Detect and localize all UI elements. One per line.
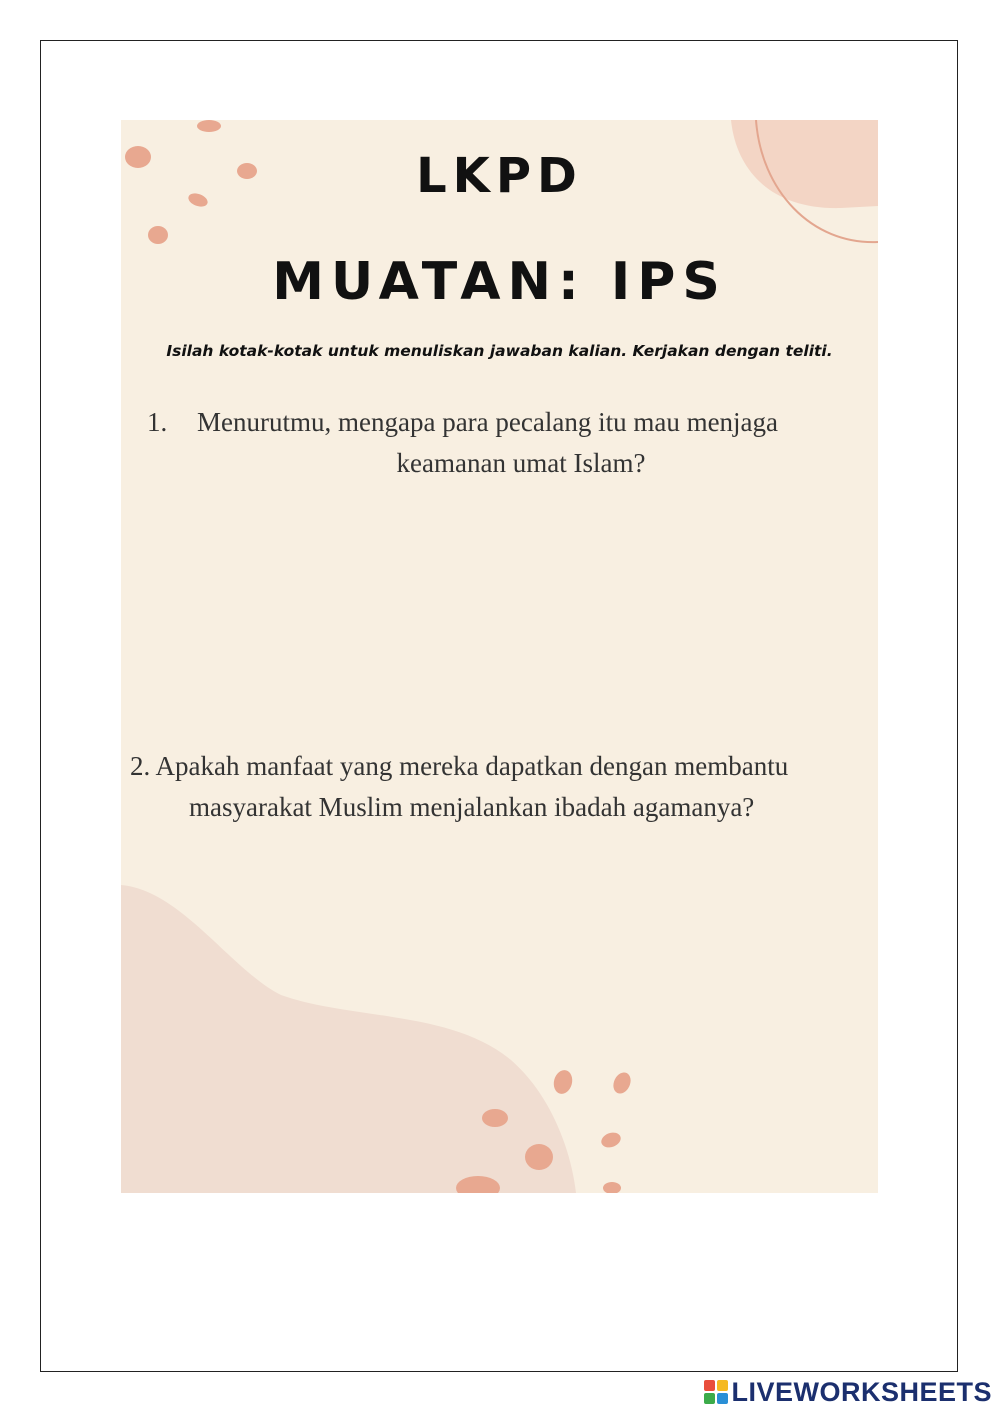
subject-heading: MUATAN: IPS [272,252,727,312]
instruction-text: Isilah kotak-kotak untuk menuliskan jawaban kalian. Kerjakan dengan teliti. [166,342,833,360]
worksheet-card [121,120,878,1193]
question-2-text-line2: masyarakat Muslim menjalankan ibadah agamanya? [189,792,755,822]
liveworksheets-logo[interactable] [704,1377,992,1407]
liveworksheets-logo-icon [704,1380,728,1404]
liveworksheets-brand-text: LIVEWORKSHEETS [731,1376,992,1407]
question-1-number: 1. [147,407,168,437]
question-1-text-line1: Menurutmu, mengapa para pecalang itu mau menjaga [197,407,779,437]
worksheet-title: LKPD [416,148,583,204]
question-2-text-line1: 2. Apakah manfaat yang mereka dapatkan dengan membantu [130,751,789,781]
question-1-text-line2: keamanan umat Islam? [396,448,646,478]
